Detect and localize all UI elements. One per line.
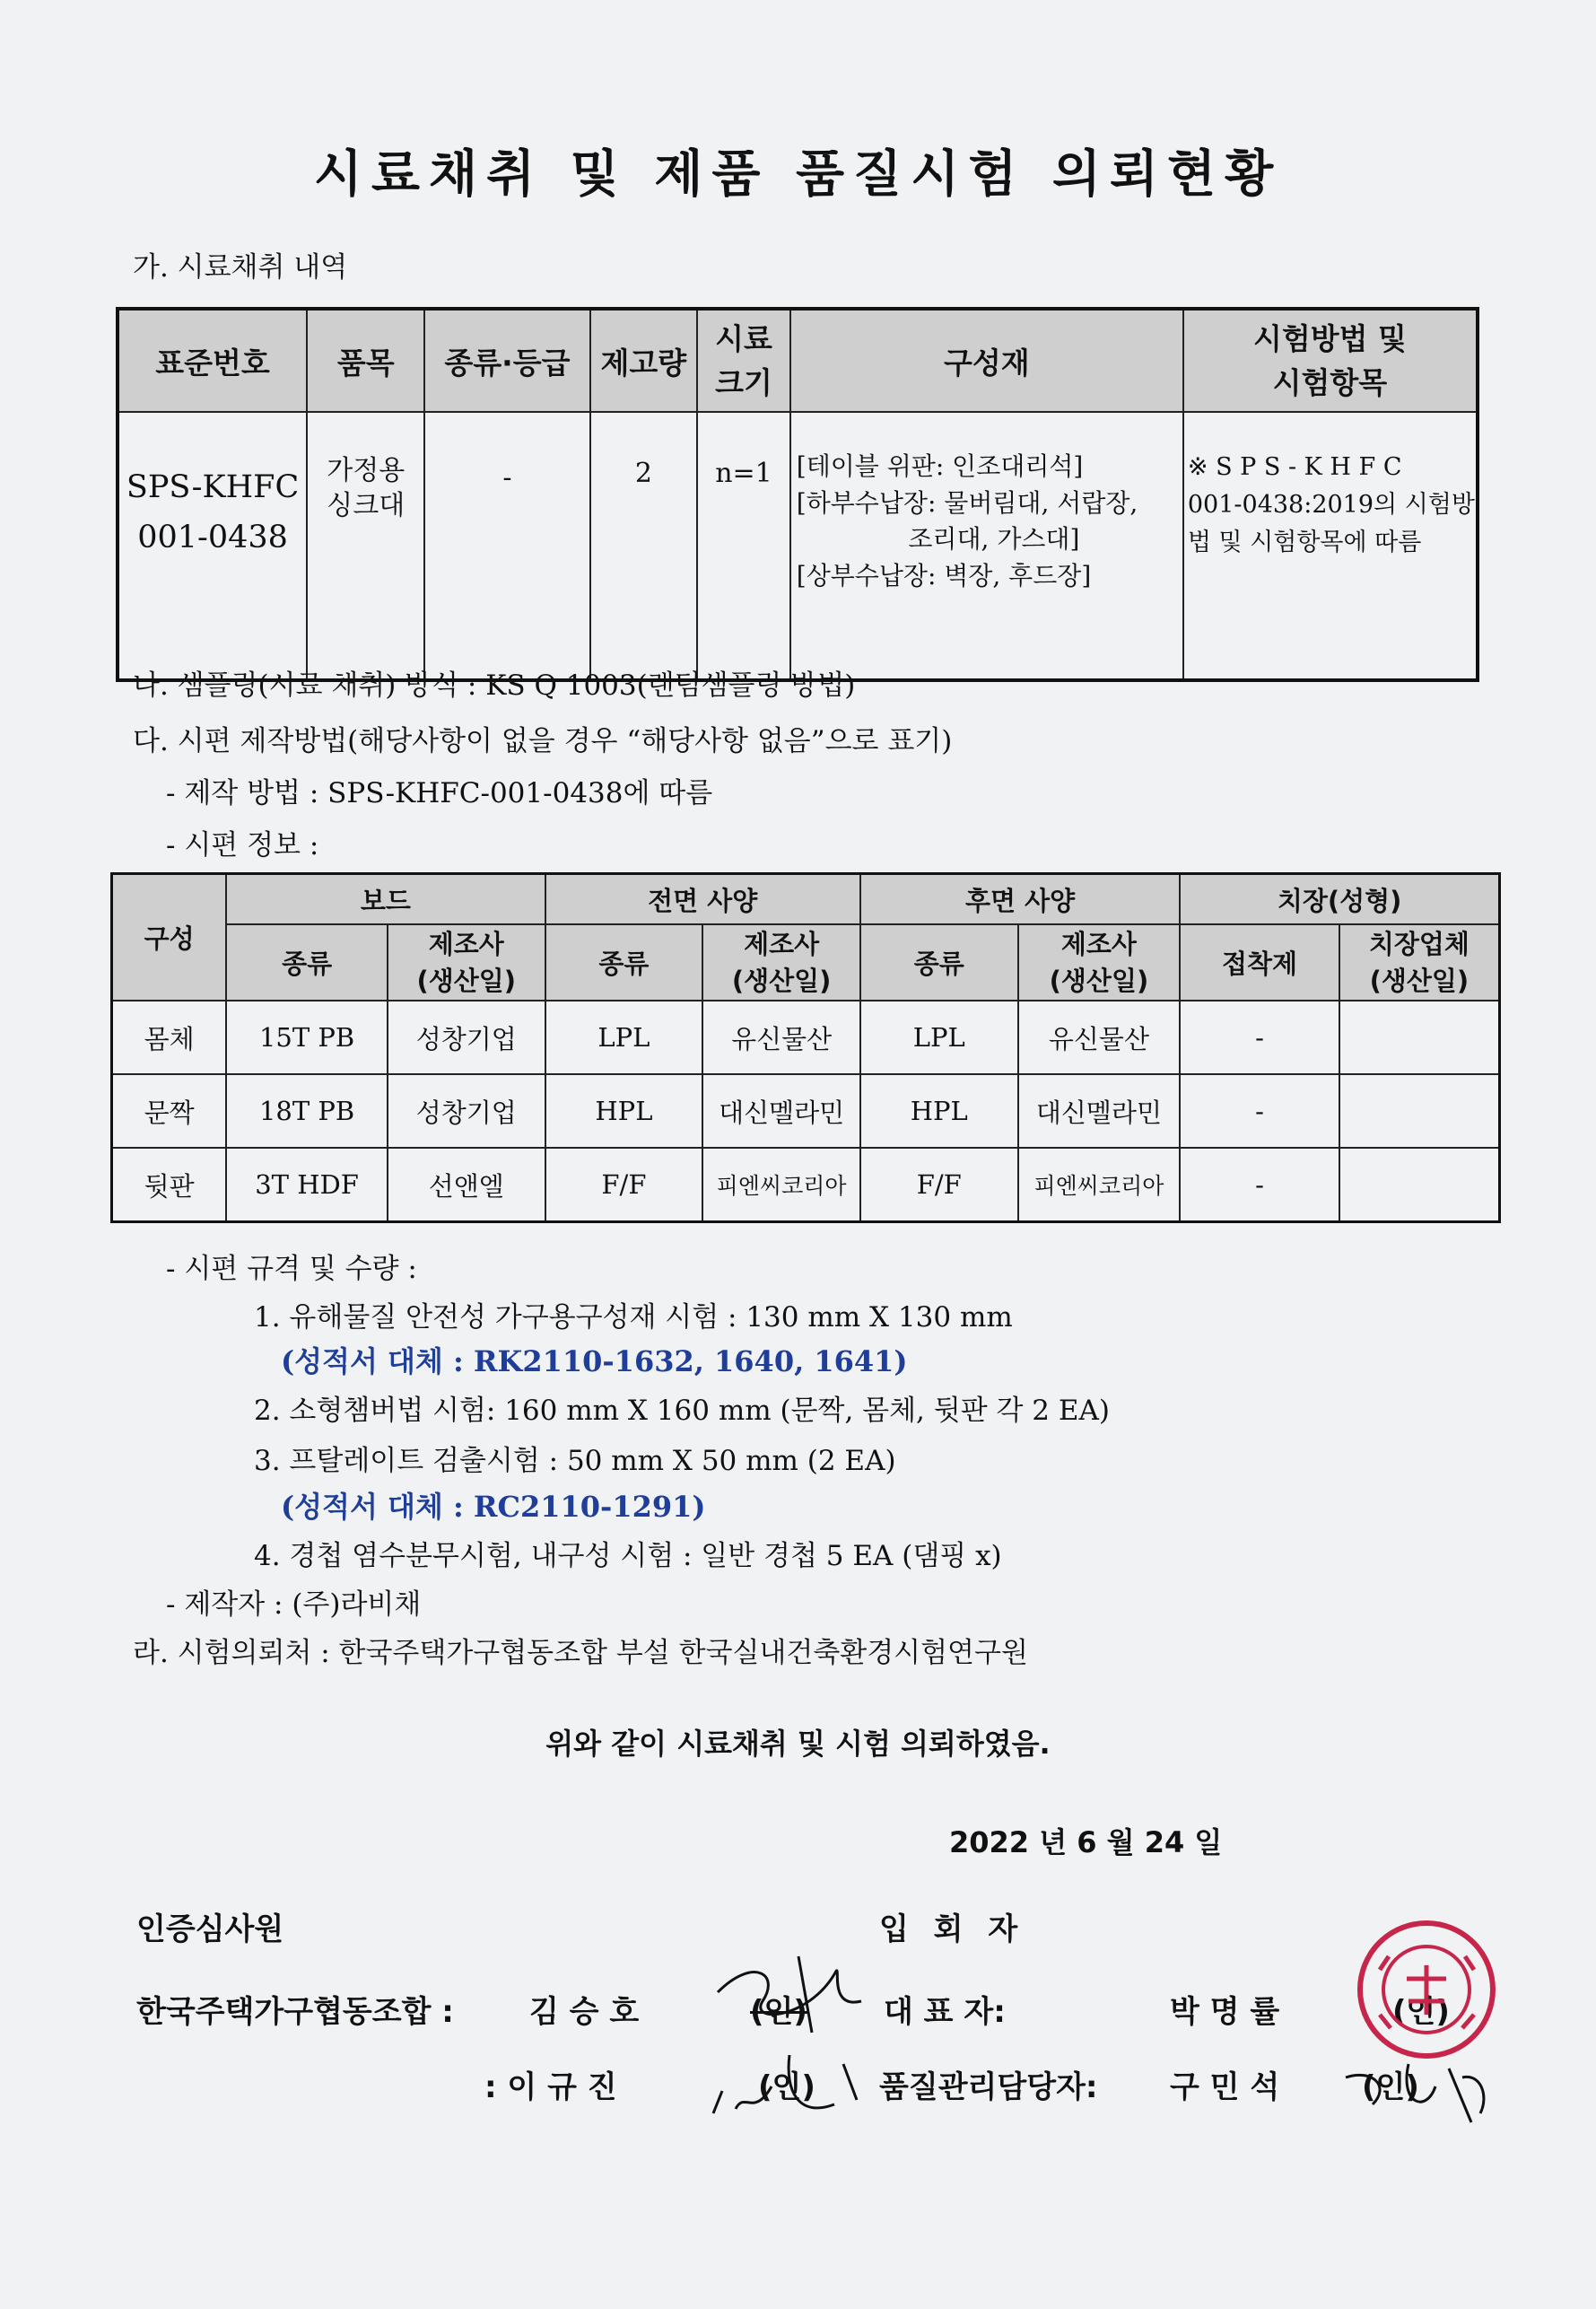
header-finish-maker: 치장업체 (생산일) <box>1339 924 1500 1001</box>
row-board-maker: 선앤엘 <box>388 1148 545 1222</box>
row-back-maker: 유신물산 <box>1018 1001 1181 1074</box>
row-front-maker: 유신물산 <box>702 1001 860 1074</box>
specimen-header-sub <box>112 924 1500 1001</box>
row-board-maker: 성창기업 <box>388 1001 545 1074</box>
qa-seal: (인) <box>1362 2069 1419 2105</box>
header-sample: 시료 크기 <box>697 309 790 412</box>
row-board: 15T PB <box>226 1001 388 1074</box>
cell-sample: n=1 <box>697 412 790 680</box>
examiner-label: 인증심사원 <box>136 1911 284 1947</box>
signature-lee-image <box>700 2037 888 2136</box>
date: 2022 년 6 월 24 일 <box>949 1825 1223 1859</box>
cell-item: 가정용 싱크대 <box>307 412 424 680</box>
company-seal-icon <box>1353 1916 1501 2064</box>
header-adhesive: 접착제 <box>1180 924 1339 1001</box>
header-front: 전면 사양 <box>545 874 860 925</box>
header-board: 보드 <box>226 874 545 925</box>
examiner-2-name: : 이 규 진 <box>484 2069 617 2105</box>
header-front-kind: 종류 <box>545 924 703 1001</box>
row-back-maker: 피엔씨코리아 <box>1018 1148 1181 1222</box>
spec-item-4: 4. 경첩 염수분무시험, 내구성 시험 : 일반 경첩 5 EA (댐핑 x) <box>254 1540 1002 1572</box>
row-board: 18T PB <box>226 1074 388 1148</box>
header-back: 후면 사양 <box>860 874 1180 925</box>
cell-standard: SPS-KHFC 001-0438 <box>118 412 307 680</box>
table-row <box>112 1148 1500 1222</box>
section-d: 라. 시험의뢰처 : 한국주택가구협동조합 부설 한국실내건축환경시험연구원 <box>133 1637 1028 1669</box>
rep-name: 박 명 률 <box>1170 1994 1280 2030</box>
info-line: - 시편 정보 : <box>166 829 319 862</box>
witness-label: 입 회 자 <box>879 1911 1025 1947</box>
header-front-maker: 제조사 (생산일) <box>702 924 860 1001</box>
spec-item-1: 1. 유해물질 안전성 가구용구성재 시험 : 130 mm X 130 mm <box>254 1301 1013 1334</box>
spec-item-2: 2. 소형챔버법 시험: 160 mm X 160 mm (문짝, 몸체, 뒷판 각 2 EA) <box>254 1395 1110 1427</box>
maker-line: - 제작자 : (주)라비채 <box>166 1588 422 1621</box>
table-row <box>112 1001 1500 1074</box>
cell-grade: - <box>424 412 589 680</box>
row-part: 뒷판 <box>112 1148 227 1222</box>
report-substitute-1: (성적서 대체 : RK2110-1632, 1640, 1641) <box>281 1344 908 1378</box>
cell-components: [테이블 위판: 인조대리석] [하부수납장: 물버림대, 서랍장, 조리대, 가스대] [상부수납장: 벽장, 후드장] <box>790 412 1183 680</box>
specimen-table <box>110 872 1501 1223</box>
statement: 위와 같이 시료채취 및 시험 의뢰하였음. <box>545 1727 1051 1761</box>
row-finish-maker <box>1339 1074 1500 1148</box>
specimen-header-top <box>112 874 1500 925</box>
row-board-maker: 성창기업 <box>388 1074 545 1148</box>
sample-table <box>116 307 1479 682</box>
row-adhesive: - <box>1180 1148 1339 1222</box>
cell-stock: 2 <box>590 412 698 680</box>
row-finish-maker <box>1339 1001 1500 1074</box>
section-a-heading: 가. 시료채취 내역 <box>133 251 348 284</box>
header-board-kind: 종류 <box>226 924 388 1001</box>
row-front: F/F <box>545 1148 703 1222</box>
row-part: 문짝 <box>112 1074 227 1148</box>
examiner-1-name: 김 승 호 <box>529 1994 640 2030</box>
header-back-maker: 제조사 (생산일) <box>1018 924 1181 1001</box>
qa-label: 품질관리담당자: <box>879 2069 1098 2105</box>
header-standard: 표준번호 <box>118 309 307 412</box>
report-substitute-2: (성적서 대체 : RC2110-1291) <box>281 1490 706 1524</box>
row-back: HPL <box>860 1074 1018 1148</box>
header-method: 시험방법 및 시험항목 <box>1183 309 1478 412</box>
qa-name: 구 민 석 <box>1170 2069 1280 2105</box>
row-finish-maker <box>1339 1148 1500 1222</box>
sample-table-row <box>118 412 1478 680</box>
org-label: 한국주택가구협동조합 : <box>136 1994 454 2030</box>
spec-line: - 시편 규격 및 수량 : <box>166 1253 417 1285</box>
rep-label: 대 표 자: <box>884 1994 1006 2030</box>
cell-method: ※ S P S - K H F C 001-0438:2019의 시험방 법 및 시험항목에 따름 <box>1183 412 1478 680</box>
row-front-maker: 대신멜라민 <box>702 1074 860 1148</box>
page-title: 시료채취 및 제품 품질시험 의뢰현황 <box>313 145 1283 204</box>
row-part: 몸체 <box>112 1001 227 1074</box>
row-adhesive: - <box>1180 1074 1339 1148</box>
spec-item-3: 3. 프탈레이트 검출시험 : 50 mm X 50 mm (2 EA) <box>254 1445 896 1477</box>
rep-seal: (인) <box>1392 1994 1450 2030</box>
row-back: LPL <box>860 1001 1018 1074</box>
row-front: HPL <box>545 1074 703 1148</box>
header-structure: 구성 <box>112 874 227 1001</box>
row-back-maker: 대신멜라민 <box>1018 1074 1181 1148</box>
header-board-maker: 제조사 (생산일) <box>388 924 545 1001</box>
sample-table-header <box>118 309 1478 412</box>
examiner-2-seal: (인) <box>758 2069 815 2105</box>
section-b: 나. 샘플링(시료 채취) 방식 : KS Q 1003(랜덤샘플링 방법) <box>133 669 856 702</box>
row-adhesive: - <box>1180 1001 1339 1074</box>
row-board: 3T HDF <box>226 1148 388 1222</box>
signature-kim-image <box>700 1938 924 2037</box>
examiner-1-seal: (인) <box>750 1994 807 2030</box>
header-stock: 제고량 <box>590 309 698 412</box>
header-components: 구성재 <box>790 309 1183 412</box>
section-c: 다. 시편 제작방법(해당사항이 없을 경우 “해당사항 없음”으로 표기) <box>133 725 953 757</box>
method-line: - 제작 방법 : SPS-KHFC-001-0438에 따름 <box>166 777 713 809</box>
header-grade: 종류·등급 <box>424 309 589 412</box>
header-back-kind: 종류 <box>860 924 1018 1001</box>
row-front-maker: 피엔씨코리아 <box>702 1148 860 1222</box>
table-row <box>112 1074 1500 1148</box>
row-back: F/F <box>860 1148 1018 1222</box>
header-finish: 치장(성형) <box>1180 874 1499 925</box>
header-item: 품목 <box>307 309 424 412</box>
row-front: LPL <box>545 1001 703 1074</box>
